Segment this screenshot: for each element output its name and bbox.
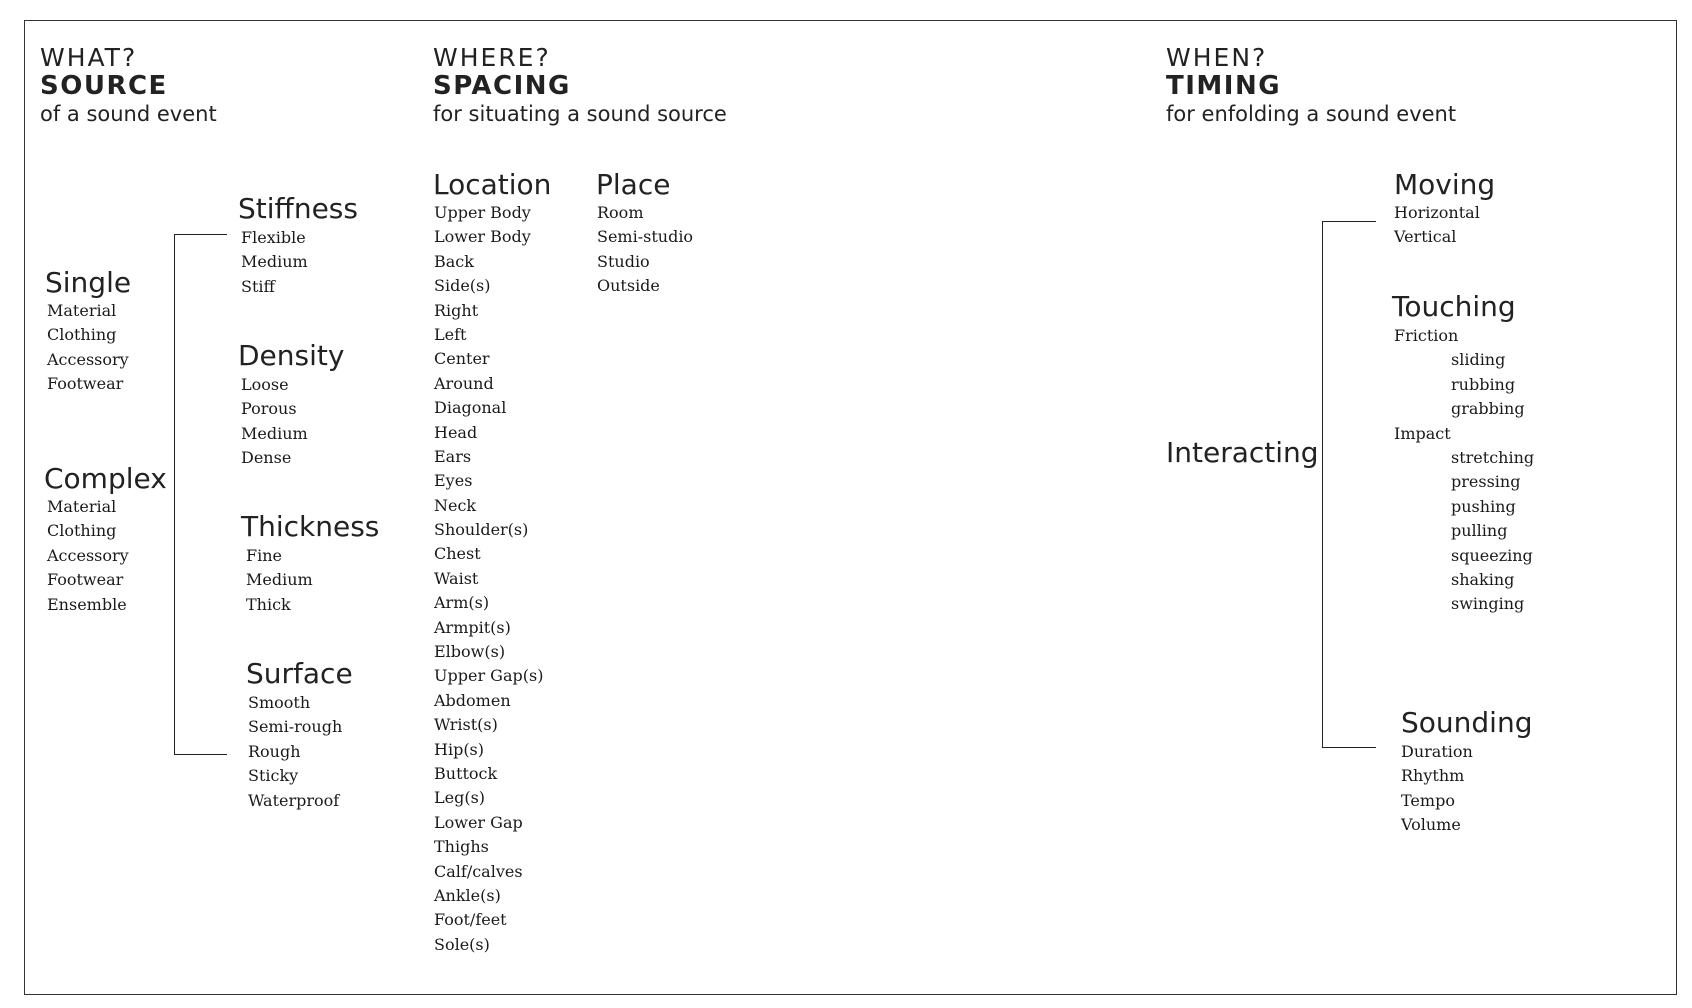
list-item: Calf/calves [434,861,523,881]
source-title: SOURCE [40,71,168,101]
list-item: Foot/feet [434,910,507,930]
list-item: Diagonal [434,398,507,418]
list-item: Footwear [47,374,124,394]
list-item: Smooth [248,693,311,712]
friction-label: Friction [1394,326,1459,345]
spacing-subtitle: for situating a sound source [433,102,727,126]
list-item: Sole(s) [434,934,490,954]
spacing-title: SPACING [433,71,571,101]
list-item: Porous [241,399,297,419]
list-item: Fine [246,546,282,565]
moving-label: Moving [1394,168,1496,201]
list-item: Vertical [1394,227,1457,247]
list-item: Thick [246,594,291,614]
list-item: Sticky [248,766,299,786]
location-label: Location [433,168,552,201]
source-bracket-bottom [174,754,227,755]
list-item: Material [47,301,117,320]
thickness-label: Thickness [241,510,380,543]
list-item: Horizontal [1394,203,1480,222]
list-item: Ensemble [47,594,127,614]
timing-bracket-top [1322,221,1376,222]
list-item: Neck [434,495,477,515]
place-items [597,201,693,299]
list-item: Tempo [1401,790,1455,810]
list-item: Buttock [434,763,498,783]
list-item: Room [597,203,644,222]
list-item: Footwear [47,570,124,590]
list-item: Hip(s) [434,739,485,759]
list-item: squeezing [1451,545,1533,565]
list-item: Lower Body [434,227,531,247]
list-item: Arm(s) [434,593,490,613]
timing-question: WHEN? [1166,43,1268,72]
list-item: Back [434,251,474,271]
list-item: Thighs [434,837,489,857]
list-item: Accessory [47,545,129,565]
sounding-items [1401,740,1473,838]
source-question: WHAT? [40,43,138,72]
list-item: Left [434,324,467,344]
single-label: Single [45,266,132,299]
list-item: Clothing [47,521,117,541]
list-item: Leg(s) [434,788,486,808]
list-item: Abdomen [434,690,511,710]
list-item: Side(s) [434,276,491,296]
stiffness-label: Stiffness [238,192,358,225]
timing-title: TIMING [1166,71,1282,101]
source-header [40,44,217,128]
list-item: Center [434,349,490,369]
list-item: Medium [241,252,308,272]
list-item: Ankle(s) [434,885,501,905]
list-item: Armpit(s) [434,617,511,637]
list-item: Rough [248,741,301,761]
source-bracket-top [174,234,227,235]
list-item: Dense [241,448,292,468]
list-item: grabbing [1451,399,1525,419]
density-label: Density [238,339,345,372]
list-item: swinging [1451,594,1525,614]
impact-label: Impact [1394,423,1451,443]
list-item: Stiff [241,276,275,296]
list-item: Flexible [241,228,306,247]
list-item: Medium [246,570,313,590]
list-item: Duration [1401,742,1473,761]
list-item: Chest [434,544,481,564]
single-items [47,299,129,397]
timing-subtitle: for enfolding a sound event [1166,102,1457,126]
list-item: Eyes [434,471,473,491]
list-item: Waterproof [248,790,340,810]
place-label: Place [596,168,671,201]
list-item: Waist [434,568,479,588]
list-item: Wrist(s) [434,715,498,735]
stiffness-items [241,226,308,299]
list-item: Semi-rough [248,717,343,737]
list-item: stretching [1451,447,1535,467]
spacing-question: WHERE? [433,43,551,72]
surface-label: Surface [246,657,353,690]
list-item: shaking [1451,569,1515,589]
list-item: Upper Body [434,203,531,222]
list-item: Outside [597,276,660,296]
timing-bracket [1322,221,1323,747]
spacing-header [433,44,727,128]
touching-items [1394,324,1534,617]
sounding-label: Sounding [1401,706,1533,739]
list-item: Lower Gap [434,812,523,832]
list-item: Accessory [47,349,129,369]
moving-items [1394,201,1480,250]
list-item: Right [434,300,479,320]
source-subtitle: of a sound event [40,102,217,126]
location-items [434,201,543,957]
thickness-items [246,544,313,617]
list-item: Semi-studio [597,227,694,247]
list-item: Shoulder(s) [434,520,529,540]
list-item: Upper Gap(s) [434,666,544,686]
list-item: sliding [1451,350,1506,370]
list-item: Ears [434,446,472,466]
list-item: Loose [241,375,289,394]
list-item: pushing [1451,496,1516,516]
source-bracket [174,234,175,754]
list-item: Studio [597,251,650,271]
list-item: Around [434,373,494,393]
list-item: Material [47,497,117,516]
list-item: Clothing [47,325,117,345]
timing-header [1166,44,1456,128]
list-item: Head [434,422,478,442]
timing-bracket-bottom [1322,747,1376,748]
surface-items [248,691,342,813]
list-item: Volume [1401,815,1461,835]
list-item: Medium [241,423,308,443]
list-item: pulling [1451,521,1508,541]
density-items [241,373,308,471]
list-item: Rhythm [1401,766,1465,786]
touching-label: Touching [1392,290,1516,323]
complex-label: Complex [44,462,167,495]
list-item: Elbow(s) [434,642,506,662]
interacting-label: Interacting [1166,436,1319,469]
list-item: rubbing [1451,374,1516,394]
complex-items [47,495,129,617]
list-item: pressing [1451,472,1521,492]
